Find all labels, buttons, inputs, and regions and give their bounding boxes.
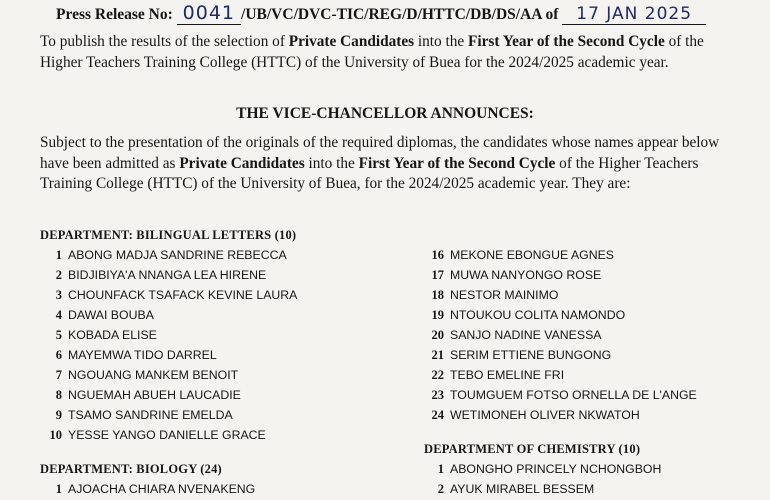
list-item: 1 ABONGHO PRINCELY NCHONGBOH bbox=[437, 462, 662, 476]
list-item: 1 AJOACHA CHIARA NVENAKENG bbox=[55, 482, 256, 496]
list-item: 6 MAYEMWA TIDO DARREL bbox=[55, 348, 217, 362]
press-release-date: 17 JAN 2025 bbox=[562, 4, 706, 25]
list-item: 1 ABONG MADJA SANDRINE REBECCA bbox=[55, 248, 287, 262]
list-item: 20 SANJO NADINE VANESSA bbox=[431, 328, 602, 342]
list-item: 18 NESTOR MAINIMO bbox=[431, 288, 559, 302]
list-item: 8 NGUEMAH ABUEH LAUCADIE bbox=[55, 388, 241, 402]
department-title-bilingual: DEPARTMENT: BILINGUAL LETTERS (10) bbox=[40, 228, 297, 242]
list-item: 7 NGOUANG MANKEM BENOIT bbox=[55, 368, 239, 382]
list-item: 2 AYUK MIRABEL BESSEM bbox=[437, 482, 595, 496]
department-title-chemistry: DEPARTMENT OF CHEMISTRY (10) bbox=[424, 442, 641, 456]
announcement-heading: THE VICE-CHANCELLOR ANNOUNCES: bbox=[236, 105, 534, 122]
list-item: 19 NTOUKOU COLITA NAMONDO bbox=[431, 308, 626, 322]
list-item: 21 SERIM ETTIENE BUNGONG bbox=[431, 348, 612, 362]
list-item: 3 CHOUNFACK TSAFACK KEVINE LAURA bbox=[55, 288, 298, 302]
list-item: 4 DAWAI BOUBA bbox=[55, 308, 154, 322]
list-item: 17 MUWA NANYONGO ROSE bbox=[431, 268, 602, 282]
press-release-label: Press Release No: bbox=[56, 6, 173, 23]
press-release-number: 0041 bbox=[177, 2, 241, 25]
list-item: 9 TSAMO SANDRINE EMELDA bbox=[55, 408, 233, 422]
press-release-reference: /UB/VC/DVC-TIC/REG/D/HTTC/DB/DS/AA of bbox=[241, 6, 559, 23]
list-item: 5 KOBADA ELISE bbox=[55, 328, 157, 342]
list-item: 10 YESSE YANGO DANIELLE GRACE bbox=[49, 428, 266, 442]
body-paragraph: Subject to the presentation of the originals of the required diplomas, the candidates whose names appear below have been admitted as Private Candidates into the First Year of the Second Cycle of the Higher Teachers Training College (HTTC) of the University of Buea, for the 2024/2025 academic year. They are: bbox=[40, 134, 720, 192]
list-item: 16 MEKONE EBONGUE AGNES bbox=[431, 248, 614, 262]
list-item: 23 TOUMGUEM FOTSO ORNELLA DE L'ANGE bbox=[431, 388, 697, 402]
department-title-biology: DEPARTMENT: BIOLOGY (24) bbox=[40, 462, 222, 476]
list-item: 24 WETIMONEH OLIVER NKWATOH bbox=[431, 408, 640, 422]
intro-paragraph: To publish the results of the selection of Private Candidates into the First Year of the Second Cycle of the Higher Teachers Training College (HTTC) of the University of Buea for the 2024/2025 academic year. bbox=[40, 33, 704, 71]
list-item: 22 TEBO EMELINE FRI bbox=[431, 368, 565, 382]
list-item: 2 BIDJIBIYA'A NNANGA LEA HIRENE bbox=[55, 268, 267, 282]
press-release-line bbox=[56, 2, 706, 25]
